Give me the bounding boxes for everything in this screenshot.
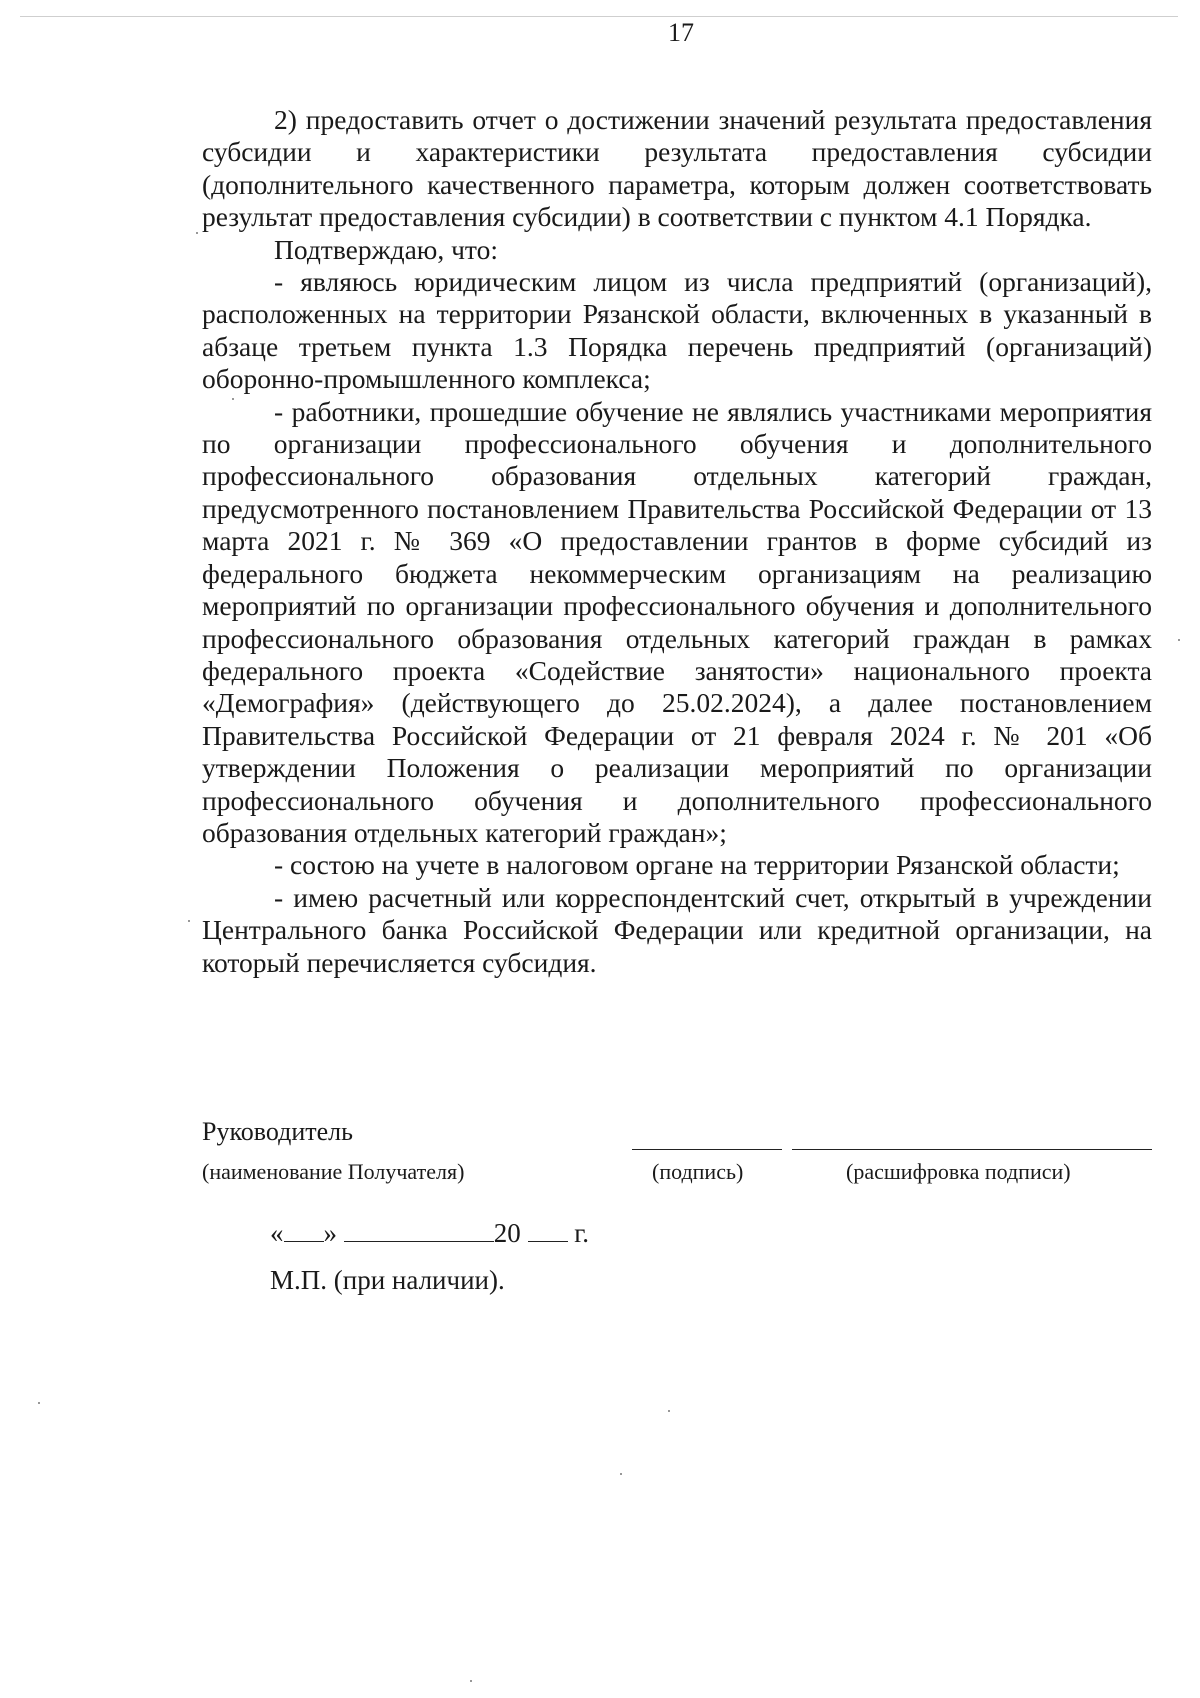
paragraph-legal-entity: - являюсь юридическим лицом из числа предприятий (организаций), расположенных на территории Рязанской области, включенных в указанный в абзаце третьем пункта 1.3 Порядка перечень предприятий (организаций) оборонно-промышленного комплекса; [202, 266, 1152, 395]
date-year-blank [528, 1219, 568, 1242]
page-number: 17 [668, 18, 694, 47]
scan-speck [1178, 639, 1180, 641]
head-label: Руководитель [202, 1117, 353, 1146]
scan-speck [196, 232, 198, 234]
signature-line [632, 1149, 782, 1150]
paragraph-tax-registration: - состою на учете в налоговом органе на территории Рязанской области; [274, 849, 1120, 881]
date-day-blank [284, 1219, 324, 1242]
scan-speck [620, 1473, 622, 1475]
scan-speck [470, 1680, 472, 1682]
signature-decoding-line [792, 1149, 1152, 1150]
scan-speck [232, 398, 234, 400]
signature-caption: (подпись) [652, 1159, 744, 1184]
document-body [202, 104, 1152, 979]
stamp-note: М.П. (при наличии). [270, 1265, 505, 1295]
paragraph-bank-account: - имею расчетный или корреспондентский счет, открытый в учреждении Центрального банка Российской Федерации или кредитной организации, на который перечисляется субсидия. [202, 881, 1152, 978]
scan-speck [668, 1410, 670, 1412]
date-close-quote: » [323, 1218, 337, 1248]
paragraph-confirm-intro: Подтверждаю, что: [274, 233, 498, 265]
date-month-blank [344, 1219, 494, 1242]
scan-edge-line [20, 16, 1178, 17]
scan-speck [188, 920, 190, 922]
scan-speck [38, 1402, 40, 1404]
signature-block [202, 1117, 1152, 1197]
recipient-caption: (наименование Получателя) [202, 1159, 465, 1184]
date-year-suffix: г. [574, 1218, 590, 1248]
date-year-prefix: 20 [493, 1218, 521, 1248]
paragraph-employees: - работники, прошедшие обучение не являлись участниками мероприятия по организации профессионального обучения и дополнительного профессионального образования отдельных категорий граждан, предусмотренного постановлением Правительства Российской Федерации от 13 марта 2021 г. № 369 «О предоставлении грантов в форме субсидий из федерального бюджета некоммерческим организациям на реализацию мероприятий по организации профессионального обучения и дополнительного профессионального образования отдельных категорий граждан в рамках федерального проекта «Содействие занятости» национального проекта «Демография» (действующего до 25.02.2024), а далее постановлением Правительства Российской Федерации от 21 февраля 2024 г. № 201 «Об утверждении Положения о реализации мероприятий по организации профессионального обучения и дополнительного профессионального образования отдельных категорий граждан»; [202, 395, 1152, 848]
decoding-caption: (расшифровка подписи) [846, 1159, 1071, 1184]
date-line [270, 1218, 589, 1249]
date-open-quote: « [270, 1218, 284, 1248]
paragraph-report-obligation: 2) предоставить отчет о достижении значений результата предоставления субсидии и характеристики результата предоставления субсидии (дополнительного качественного параметра, которым должен соответствовать результат предоставления субсидии) в соответствии с пунктом 4.1 Порядка. [202, 104, 1152, 233]
